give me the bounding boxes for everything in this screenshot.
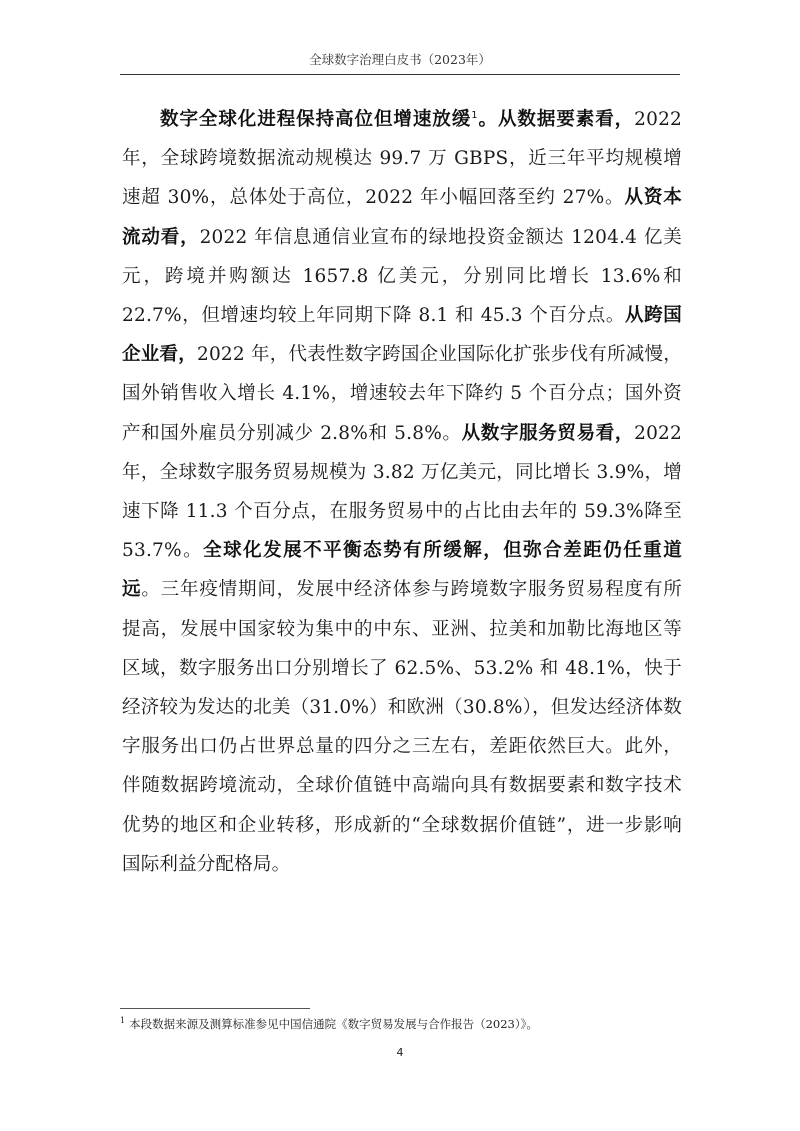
heading-digital-services-trade: 从数字服务贸易看， bbox=[461, 422, 635, 444]
footnote-ref[interactable]: 1 bbox=[471, 109, 478, 121]
page-number: 4 bbox=[396, 1046, 404, 1059]
heading-imbalance: 全球化发展不平衡态势有所缓解，但弥合差距仍任重道远 bbox=[122, 540, 682, 601]
heading-multinationals: 从跨国企业看， bbox=[122, 305, 682, 366]
text-multinationals: 2022 年，代表性数字跨国企业国际化扩张步伐有所减慢，国外销售收入增长 4.1%，增速较去年下降约 5 个百分点；国外资产和国外雇员分别减少 2.8%和 5.8%。 bbox=[122, 344, 682, 444]
running-header: 全球数字治理白皮书（2023年） bbox=[309, 52, 491, 67]
heading-digital-globalization: 数字全球化进程保持高位但增速放缓$^1$。从数据要素看， bbox=[160, 109, 635, 130]
footnote-text: 本段数据来源及测算标准参见中国信通院《数字贸易发展与合作报告（2023）》。 bbox=[129, 1017, 538, 1031]
text-imbalance: 。三年疫情期间，发展中经济体参与跨境数字服务贸易程度有所提高，发展中国家较为集中的中东、亚洲、拉美和加勒比海地区等区域，数字服务出口分别增长了 62.5%、53.2% 和 48.1%，快于经济较为发达的北美（31.0%）和欧洲（30.8%），但发达经济体数字服务出口仍占世界总量的四分之三左右，差距依然巨大。此外，伴随数据跨境流动，全球价值链中高端向具有数据要素和数字技术优势的地区和企业转移，形成新的“全球数据价值链”，进一步影响国际利益分配格局。 bbox=[122, 579, 683, 875]
text-digital-services-trade: 2022 年，全球数字服务贸易规模为 3.82 万亿美元，同比增长 3.9%，增速下降 11.3 个百分点，在服务贸易中的占比由去年的 59.3%降至 53.7%。 bbox=[122, 422, 682, 562]
footnote bbox=[120, 1016, 680, 1032]
footnote-marker: 1 bbox=[120, 1016, 126, 1026]
body-paragraph bbox=[122, 100, 682, 884]
text-data-flow: 2022 年，全球跨境数据流动规模达 99.7 万 GBPS，近三年平均规模增速超 30%，总体处于高位，2022 年小幅回落至约 27%。 bbox=[122, 109, 683, 209]
text-capital-flow: 2022 年信息通信业宣布的绿地投资金额达 1204.4 亿美元，跨境并购额达 1657.8 亿美元，分别同比增长 13.6%和 22.7%，但增速均较上年同期下降 8.1 和 45.3 个百分点。 bbox=[122, 226, 682, 327]
heading-capital-flow: 从资本流动看， bbox=[122, 187, 682, 248]
footnote-divider bbox=[120, 1008, 310, 1009]
header-divider bbox=[120, 74, 680, 75]
